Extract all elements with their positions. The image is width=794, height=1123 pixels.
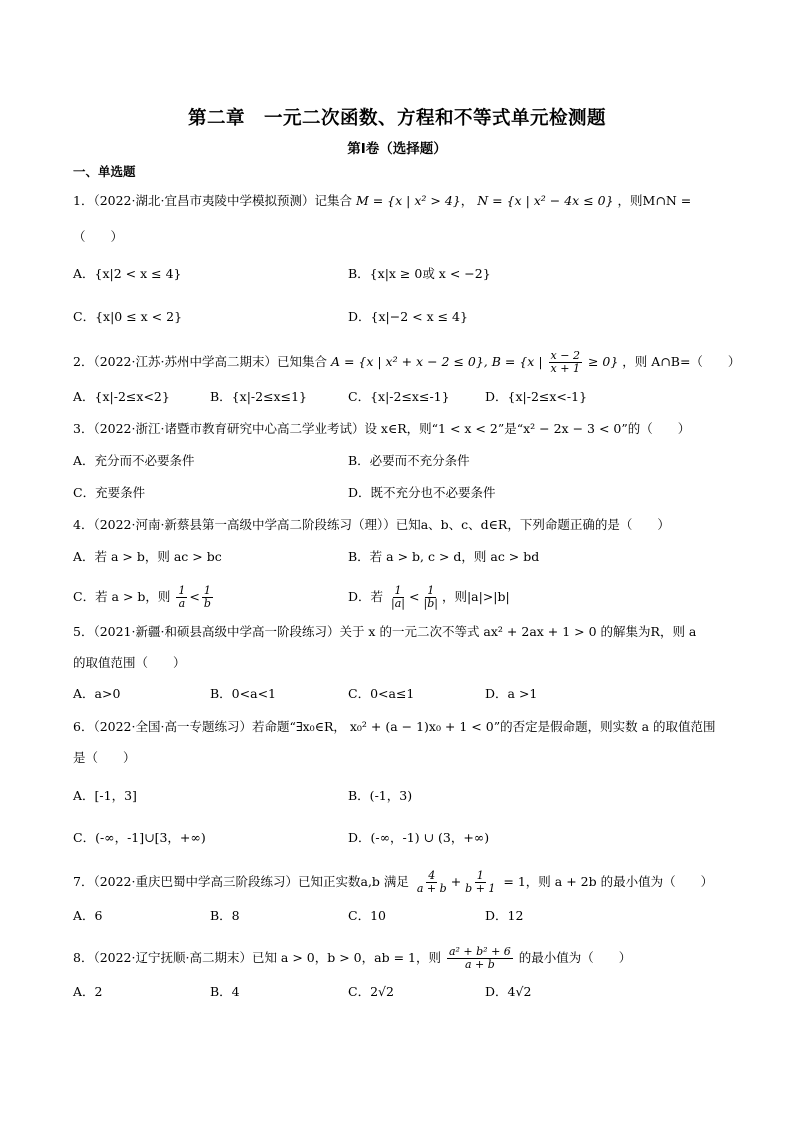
question-2-option-c: C．{x|-2≤x≤-1}: [348, 389, 450, 404]
question-6-stem: 6．（2022·全国·高一专题练习）若命题“∃x₀∈R， x₀² + (a − 1)x₀ + 1 < 0”的否定是假命题，则实数 a 的取值范围: [73, 719, 716, 734]
fraction: $\frac{x - 2}{x + 1}$: [550, 349, 580, 375]
question-4-option-b: B．若 a > b, c > d，则 ac > bd: [348, 549, 540, 564]
question-8-option-d: D．4√2: [485, 984, 532, 999]
question-8-option-c: C．2√2: [348, 984, 394, 999]
question-2-option-d: D．{x|-2≤x<-1}: [485, 389, 588, 404]
question-2-stem: 2．（2022·江苏·苏州中学高二期末）已知集合 A = {x | x² + x − 2 ≤ 0}, B = {x | $\frac{x - 2}{x + 1}$ ≥ 0} ，则 A∩B=（ ）: [73, 349, 741, 375]
question-5-stem: 5．（2021·新疆·和硕县高级中学高一阶段练习）关于 x 的一元二次不等式 ax² + 2ax + 1 > 0 的解集为R，则 a: [73, 624, 697, 639]
fraction: $\frac{1}{b + 1}$: [465, 869, 496, 895]
question-7-option-c: C．10: [348, 908, 386, 923]
fraction: $\frac{1}{|a|}$: [391, 584, 405, 610]
fraction: $\frac{1}{b}$: [203, 584, 211, 610]
question-7-stem: 7．（2022·重庆巴蜀中学高三阶段练习）已知正实数a,b 满足 $\frac{4}{a + b}$ + $\frac{1}{b + 1}$ = 1，则 a + 2b 的最小值为（ ）: [73, 869, 714, 895]
question-7-option-b: B．8: [210, 908, 240, 923]
question-7-option-d: D．12: [485, 908, 524, 923]
question-7-option-a: A．6: [73, 908, 103, 923]
question-6-stem-cont: 是（ ）: [73, 750, 136, 765]
question-5-option-a: A．a>0: [73, 686, 121, 701]
question-8-option-a: A．2: [73, 984, 103, 999]
question-1-option-c: C．{x|0 ≤ x < 2}: [73, 309, 183, 324]
question-2-option-a: A．{x|-2≤x<2}: [73, 389, 170, 404]
question-1-option-d: D．{x|−2 < x ≤ 4}: [348, 309, 468, 324]
question-8-option-b: B．4: [210, 984, 240, 999]
question-1-option-a: A．{x|2 < x ≤ 4}: [73, 266, 182, 281]
question-8-stem: 8．（2022·辽宁抚顺·高二期末）已知 a > 0，b > 0，ab = 1，则 $\frac{\text{a² + b² + 6}}{a + b}$ 的最小值为（ ）: [73, 945, 632, 971]
question-3-option-b: B．必要而不充分条件: [348, 453, 470, 468]
question-5-option-b: B．0<a<1: [210, 686, 276, 701]
question-6-option-b: B．(-1，3): [348, 788, 413, 803]
fraction: $\frac{\text{a² + b² + 6}}{a + b}$: [448, 945, 511, 971]
question-4-stem: 4．（2022·河南·新蔡县第一高级中学高二阶段练习（理））已知a、b、c、d∈R，下列命题正确的是（ ）: [73, 517, 670, 532]
page-subtitle: 第Ⅰ卷（选择题）: [347, 141, 447, 157]
question-5-option-c: C．0<a≤1: [348, 686, 415, 701]
question-6-option-a: A．[-1，3]: [73, 788, 137, 803]
question-1-blank: （ ）: [73, 229, 124, 244]
fraction: $\frac{1}{a}$: [178, 584, 186, 610]
question-4-option-a: A．若 a > b，则 ac > bc: [73, 549, 222, 564]
question-4-option-c: C．若 a > b，则 $\frac{1}{a}$ < $\frac{1}{b}$: [73, 584, 211, 610]
page-title: 第二章 一元二次函数、方程和不等式单元检测题: [187, 108, 606, 129]
question-3-option-c: C．充要条件: [73, 485, 146, 500]
question-3-stem: 3．（2022·浙江·诸暨市教育研究中心高二学业考试）设 x∈R，则“1 < x < 2”是“x² − 2x − 3 < 0”的（ ）: [73, 421, 691, 436]
question-2-option-b: B．{x|-2≤x≤1}: [210, 389, 307, 404]
question-6-option-d: D．(-∞，-1) ∪ (3，+∞): [348, 830, 490, 845]
question-3-option-a: A．充分而不必要条件: [73, 453, 195, 468]
question-5-stem-cont: 的取值范围（ ）: [73, 655, 186, 670]
question-1-stem: 1．（2022·湖北·宜昌市夷陵中学模拟预测）记集合 M = {x | x² > 4}， N = {x | x² − 4x ≤ 0} ，则M∩N =: [73, 193, 692, 208]
question-5-option-d: D．a >1: [485, 686, 538, 701]
fraction: $\frac{1}{|b|}$: [423, 584, 438, 610]
question-6-option-c: C．(-∞，-1]∪[3，+∞): [73, 830, 206, 845]
question-1-option-b: B．{x|x ≥ 0或 x < −2}: [348, 266, 491, 281]
fraction: $\frac{4}{a + b}$: [416, 869, 447, 895]
question-3-option-d: D．既不充分也不必要条件: [348, 485, 496, 500]
question-4-option-d: D．若 $\frac{1}{|a|}$ < $\frac{1}{|b|}$ ，则|a|>|b|: [348, 584, 510, 610]
section-heading: 一、单选题: [73, 164, 136, 179]
